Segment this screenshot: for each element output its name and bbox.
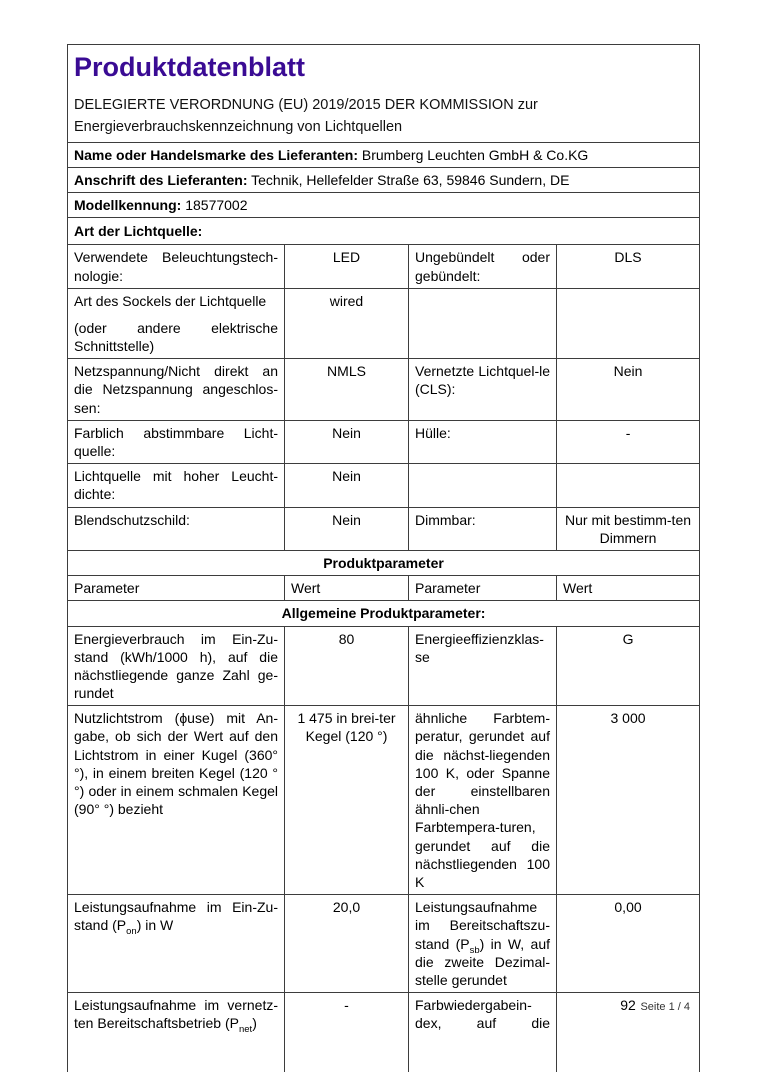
regulation-line-1: DELEGIERTE VERORDNUNG (EU) 2019/2015 DER KOMMISSION zur — [74, 97, 538, 114]
param-value-cell: 80 — [285, 626, 409, 706]
section-title-produktparameter: Produktparameter — [68, 550, 700, 575]
page-number: Seite 1 / 4 — [640, 1001, 690, 1013]
row-leuchtdichte — [68, 464, 700, 507]
page-title: Produktdatenblatt — [74, 52, 306, 82]
param-value-cell: 92 — [557, 993, 700, 1073]
param-label-cell: Hülle: — [409, 420, 557, 463]
param-value-cell: - — [557, 420, 700, 463]
param-value-cell: 3 000 — [557, 706, 700, 895]
param-label-cell — [409, 895, 557, 993]
column-header-wert-1: Wert — [285, 576, 409, 601]
param-label-cell: Blendschutzschild: — [68, 507, 285, 550]
row-blendschutzschild — [68, 507, 700, 550]
header-cell — [68, 45, 700, 143]
param-value-cell: - — [285, 993, 409, 1073]
param-label-cell: Farbwiedergabein-dex, auf die — [409, 993, 557, 1073]
param-label-cell: ähnliche Farbtem-peratur, gerundet auf die nächst-liegenden 100 K, oder Spanne der einstellbaren ähnli-chen Farbtempera-turen, gerundet auf die nächstliegenden 100 K — [409, 706, 557, 895]
row-energieverbrauch — [68, 626, 700, 706]
param-value-cell: Nein — [285, 507, 409, 550]
row-beleuchtungstechnologie — [68, 245, 700, 288]
model-id-cell — [68, 192, 700, 217]
supplier-name-cell — [68, 142, 700, 167]
model-id-row — [68, 192, 700, 217]
model-id-value: 18577002 — [185, 196, 248, 213]
light-source-type-row — [68, 218, 700, 245]
param-value-cell: NMLS — [285, 359, 409, 421]
header-row — [68, 45, 700, 143]
supplier-address-value: Technik, Hellefelder Straße 63, 59846 Sundern, DE — [251, 171, 570, 188]
param-label-cell: Nutzlichtstrom (ϕuse) mit An-gabe, ob sich der Wert auf den Lichtstrom in einer Kugel (360° °), in einem breiten Kegel (120 °°) oder in einem schmalen Kegel (90° °) bezieht — [68, 706, 285, 895]
row-farblich-abstimmbar — [68, 420, 700, 463]
param-value-cell: 20,0 — [285, 895, 409, 993]
psb-label-post: ) in W, auf die zweite Dezimal-stelle gerundet — [415, 935, 550, 988]
param-value-cell: DLS — [557, 245, 700, 288]
param-label-cell — [68, 993, 285, 1073]
param-value-cell: 1 475 in brei-ter Kegel (120 °) — [285, 706, 409, 895]
param-value-cell: G — [557, 626, 700, 706]
row-leistungsaufnahme-vernetzt — [68, 993, 700, 1073]
pnet-label-pre: Leistungsaufnahme im vernetz-ten Bereitschaftsbetrieb (P — [74, 997, 278, 1032]
param-value-cell: Nein — [285, 420, 409, 463]
column-header-wert-2: Wert — [557, 576, 700, 601]
light-source-type-cell — [68, 218, 700, 245]
param-label-cell — [409, 464, 557, 507]
param-label-cell: Farblich abstimmbare Licht-quelle: — [68, 420, 285, 463]
column-header-row — [68, 576, 700, 601]
param-value-cell: Nein — [285, 464, 409, 507]
param-label-cell: Lichtquelle mit hoher Leucht-dichte: — [68, 464, 285, 507]
pnet-label-post: ) — [252, 1015, 257, 1032]
sockel-label-line-1: Art des Sockels der Lichtquelle — [74, 292, 267, 309]
param-value-cell — [557, 464, 700, 507]
param-label-cell — [409, 288, 557, 359]
supplier-address-label: Anschrift des Lieferanten: — [74, 171, 248, 188]
pon-label-post: ) in W — [136, 917, 174, 934]
column-header-parameter-2: Parameter — [409, 576, 557, 601]
supplier-address-row — [68, 167, 700, 192]
row-nutzlichtstrom — [68, 706, 700, 895]
param-label-cell: Energieverbrauch im Ein-Zu-stand (kWh/1000 h), auf die nächstliegende ganze Zahl ge-rundet — [68, 626, 285, 706]
section-row-allgemeine — [68, 601, 700, 626]
supplier-name-row — [68, 142, 700, 167]
datasheet-table — [67, 44, 700, 1072]
model-id-label: Modellkennung: — [74, 196, 182, 213]
pon-label-pre: Leistungsaufnahme im Ein-Zu-stand (P — [74, 899, 278, 934]
param-value-cell: LED — [285, 245, 409, 288]
light-source-type-label: Art der Lichtquelle: — [74, 223, 203, 240]
row-netzspannung — [68, 359, 700, 421]
supplier-address-cell — [68, 167, 700, 192]
param-label-cell: Vernetzte Lichtquel-le (CLS): — [409, 359, 557, 421]
param-value-cell — [557, 288, 700, 359]
row-sockel — [68, 288, 700, 359]
param-label-cell: Energieeffizienzklas-se — [409, 626, 557, 706]
pnet-subscript: net — [238, 1024, 253, 1036]
column-header-parameter-1: Parameter — [68, 576, 285, 601]
regulation-line-2: Energieverbrauchskennzeichnung von Lichtquellen — [74, 118, 403, 135]
supplier-name-label: Name oder Handelsmarke des Lieferanten: — [74, 146, 358, 163]
param-value-cell: Nein — [557, 359, 700, 421]
row-leistungsaufnahme-ein — [68, 895, 700, 993]
param-label-cell: Dimmbar: — [409, 507, 557, 550]
psb-label-pre: Leistungsaufnahme im Bereitschaftszu-stand (P — [415, 899, 550, 952]
param-label-cell: Ungebündelt oder gebündelt: — [409, 245, 557, 288]
section-title-allgemeine-produktparameter: Allgemeine Produktparameter: — [68, 601, 700, 626]
pon-subscript: on — [126, 926, 137, 938]
sockel-label-line-2: (oder andere elektrische Schnittstelle) — [74, 319, 278, 355]
param-label-cell: Verwendete Beleuchtungstech-nologie: — [68, 245, 285, 288]
param-value-cell: Nur mit bestimm-ten Dimmern — [557, 507, 700, 550]
param-label-cell: Netzspannung/Nicht direkt an die Netzspannung angeschlos-sen: — [68, 359, 285, 421]
param-label-cell — [68, 288, 285, 359]
psb-subscript: sb — [469, 944, 480, 956]
section-row-produktparameter — [68, 550, 700, 575]
param-value-cell: wired — [285, 288, 409, 359]
param-value-cell: 0,00 — [557, 895, 700, 993]
param-label-cell — [68, 895, 285, 993]
supplier-name-value: Brumberg Leuchten GmbH & Co.KG — [361, 146, 589, 163]
